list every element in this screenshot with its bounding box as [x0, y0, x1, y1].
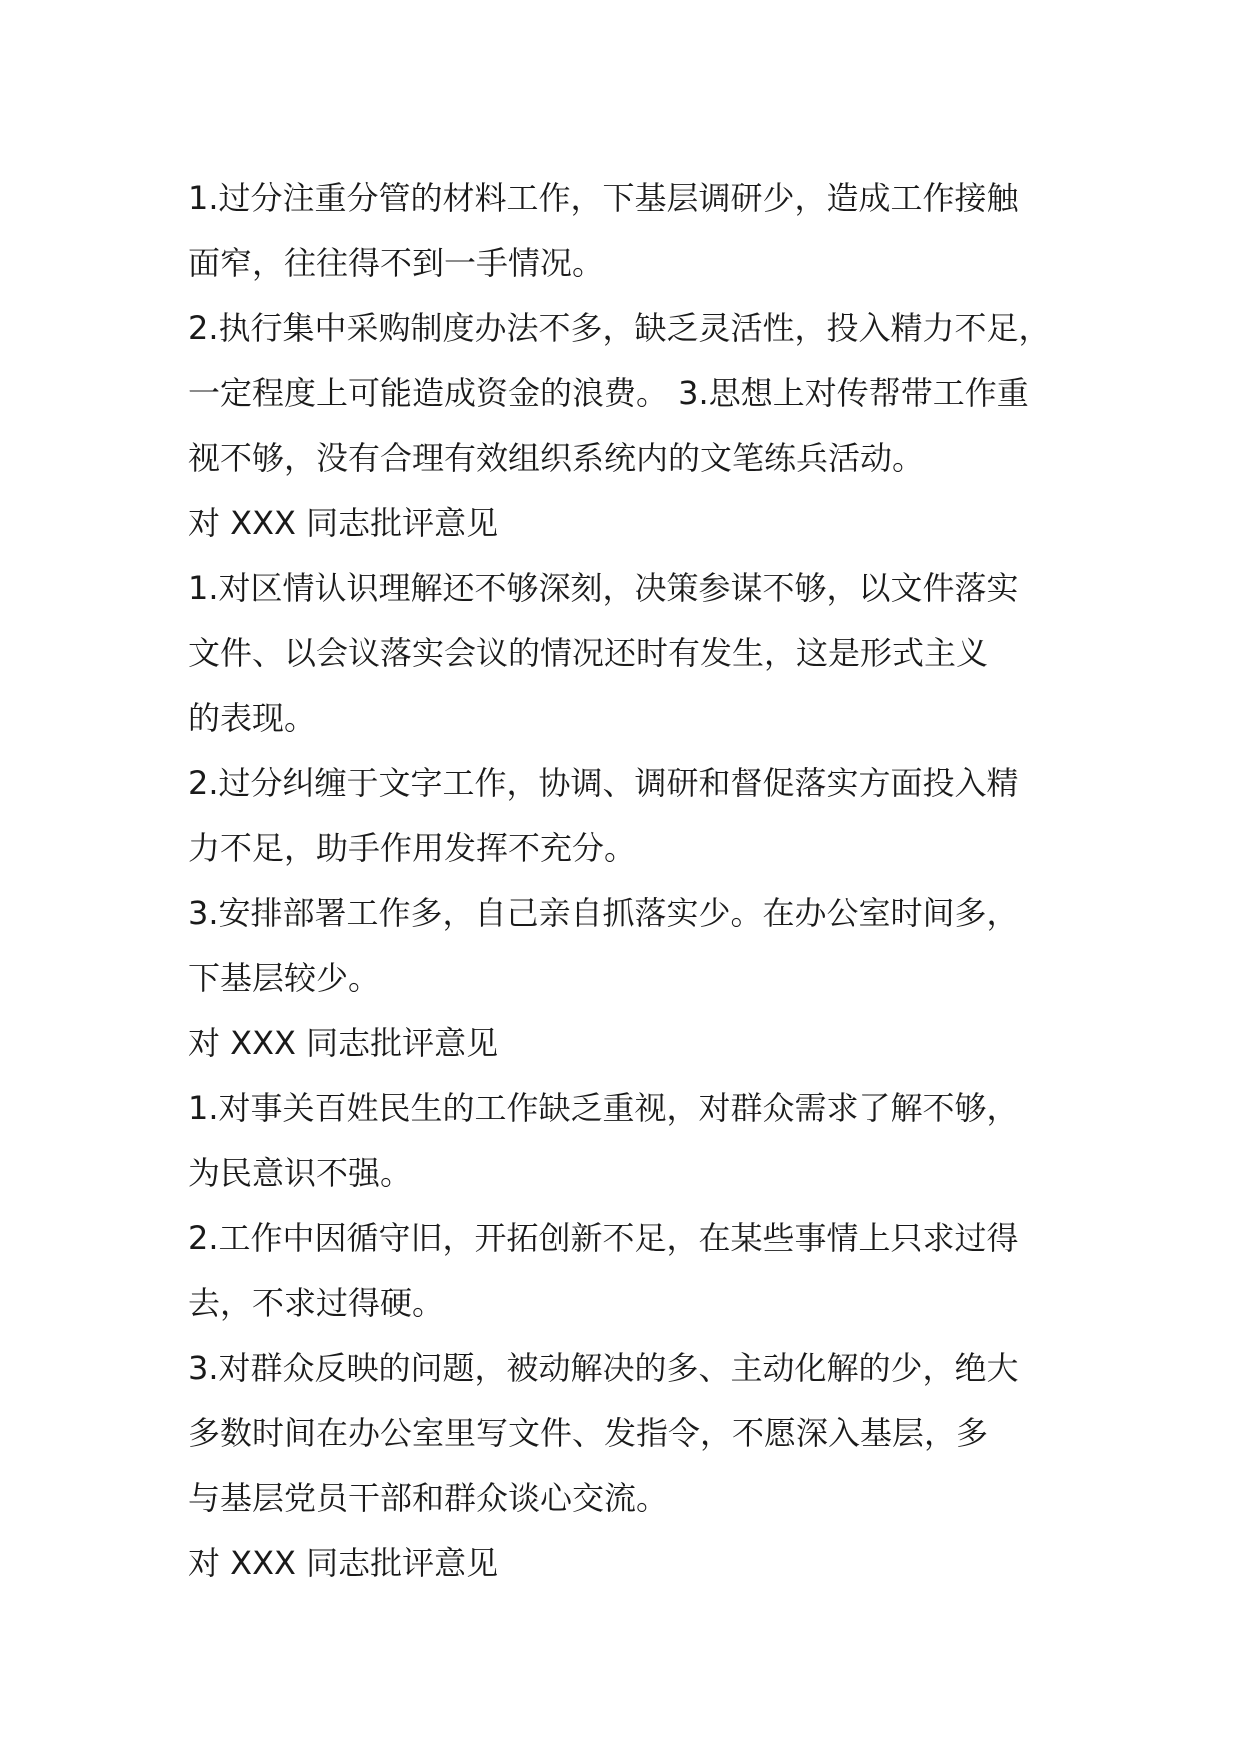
text-line: 1.对事关百姓民生的工作缺乏重视，对群众需求了解不够， [188, 1089, 1019, 1127]
section-heading: 对 XXX 同志批评意见 [188, 1024, 499, 1062]
text-line: 文件、以会议落实会议的情况还时有发生，这是形式主义 [188, 634, 989, 672]
text-line: 视不够，没有合理有效组织系统内的文笔练兵活动。 [188, 439, 925, 477]
text-line: 为民意识不强。 [188, 1154, 413, 1192]
text-line: 2.工作中因循守旧，开拓创新不足，在某些事情上只求过得 [188, 1219, 1019, 1257]
text-line: 下基层较少。 [188, 959, 381, 997]
text-line: 2.过分纠缠于文字工作，协调、调研和督促落实方面投入精 [188, 764, 1019, 802]
text-line: 一定程度上可能造成资金的浪费。 3.思想上对传帮带工作重 [188, 374, 1029, 412]
text-line: 的表现。 [188, 699, 317, 737]
text-line: 3.安排部署工作多，自己亲自抓落实少。在办公室时间多， [188, 894, 1019, 932]
section-heading: 对 XXX 同志批评意见 [188, 504, 499, 542]
text-line: 力不足，助手作用发挥不充分。 [188, 829, 637, 867]
text-line: 与基层党员干部和群众谈心交流。 [188, 1479, 669, 1517]
section-heading: 对 XXX 同志批评意见 [188, 1544, 499, 1582]
document-body [188, 166, 1088, 1596]
text-line: 去，不求过得硬。 [188, 1284, 445, 1322]
text-line: 多数时间在办公室里写文件、发指令，不愿深入基层，多 [188, 1414, 989, 1452]
text-line: 2.执行集中采购制度办法不多，缺乏灵活性，投入精力不足， [188, 309, 1051, 347]
text-line: 1.过分注重分管的材料工作，下基层调研少，造成工作接触 [188, 179, 1019, 217]
text-line: 1.对区情认识理解还不够深刻，决策参谋不够，以文件落实 [188, 569, 1019, 607]
text-line: 面窄，往往得不到一手情况。 [188, 244, 605, 282]
text-line: 3.对群众反映的问题，被动解决的多、主动化解的少，绝大 [188, 1349, 1019, 1387]
